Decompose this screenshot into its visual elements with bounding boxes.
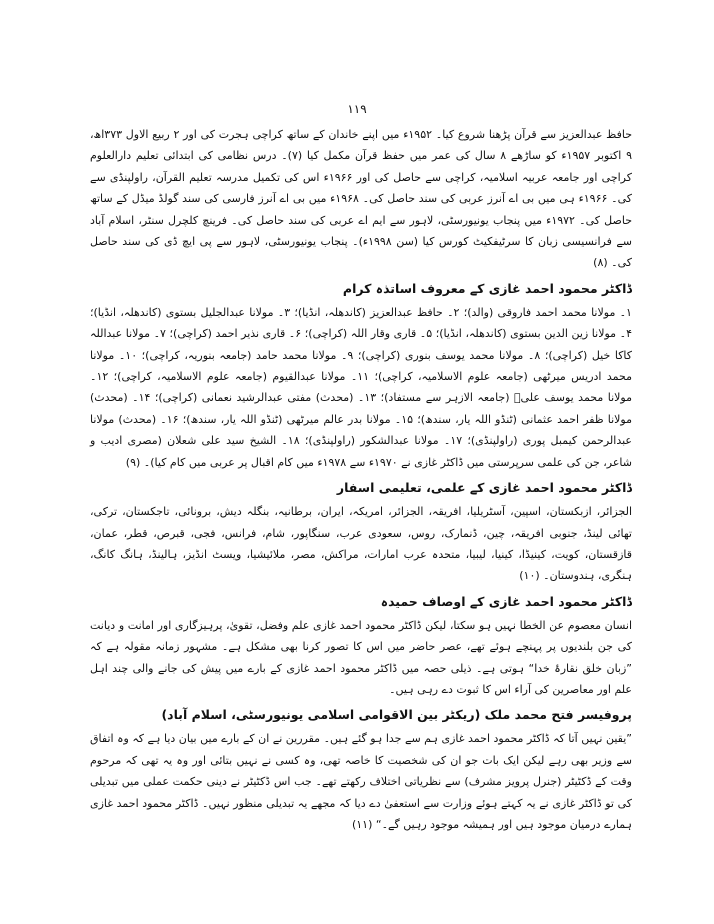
page-content (90, 124, 632, 837)
paragraph-travels-list: الجزائر، ازبکستان، اسپین، آسٹریلیا، افریقہ، الجزائر، امریکہ، ایران، برطانیہ، بنگلہ دیش، برونائی، تاجکستان، ترکی، تھائی لینڈ، جنوبی افریقہ، چین، ڈنمارک، روس، سعودی عرب، سنگاپور، شام، فرانس، فجی، قبرص، قطر، عمان، قازقستان، کویت، کینیڈا، کینیا، لیبیا، متحدہ عرب امارات، مراکش، مصر، ملائیشیا، ویسٹ انڈیز، ہالینڈ، ہانگ کانگ، ہنگری، ہندوستان۔ (۱۰) (90, 505, 632, 583)
heading-virtues: ڈاکٹر محمود احمد غازی کے اوصاف حمیدہ (380, 593, 632, 609)
heading-fateh-muhammad-malik: پروفیسر فتح محمد ملک (ریکٹر بین الاقوامی اسلامی یونیورسٹی، اسلام آباد) (161, 707, 632, 723)
page-number: ۱۱۹ (347, 102, 367, 116)
paragraph-quote: ”یقین نہیں آتا کہ ڈاکٹر محمود احمد غازی ہم سے جدا ہو گئے ہیں۔ مقررین نے ان کے بارے میں بیان دیا ہے کہ وہ اتفاق سے وزیر بھی رہے لیکن ایک بات جو ان کی شخصیت کا خاصہ تھی، وہ کسی نے نہیں بتائی اور وہ یہ تھی کہ مرحوم وقت کے ڈکٹیٹر (جنرل پرویز مشرف) سے نظریاتی اختلاف رکھتے تھے۔ جب اس ڈکٹیٹر نے دینی حکمت عملی میں تبدیلی کی تو ڈاکٹر غازی نے یہ کہتے ہوئے وزارت سے استعفیٰ دے دیا کہ مجھے یہ تبدیلی منظور نہیں۔ ڈاکٹر محمود احمد غازی ہمارے درمیان موجود ہیں اور ہمیشہ موجود رہیں گے۔“ (۱۱) (90, 732, 632, 831)
heading-teachers: ڈاکٹر محمود احمد غازی کے معروف اساتذہ کرام (342, 280, 632, 296)
paragraph-education: حافظ عبدالعزیز سے قرآن پڑھنا شروع کیا۔ ۱۹۵۲ء میں اپنے خاندان کے ساتھ کراچی ہجرت کی اور ۲ ربیع الاول ۳۷۳اھ، ۹ اکتوبر ۱۹۵۷ء کو ساڑھے ۸ سال کی عمر میں حفظ قرآن مکمل کیا (۷)۔ درس نظامی کی ابتدائی تعلیم دارالعلوم کراچی اور جامعہ عربیہ اسلامیہ، کراچی سے حاصل کی اور ۱۹۶۶ء اس کی تکمیل مدرسہ تعلیم القرآن، راولپنڈی سے کی۔ ۱۹۶۶ء ہی میں بی اے آنرز عربی کی سند حاصل کی۔ ۱۹۶۸ء میں بی اے آنرز فارسی کی سند گولڈ میڈل کے ساتھ حاصل کی۔ ۱۹۷۲ء میں پنجاب یونیورسٹی، لاہور سے ایم اے عربی کی سند حاصل کی۔ فرینچ کلچرل سنٹر، اسلام آباد سے فرانسیسی زبان کا سرٹیفکیٹ کورس کیا (سن ۱۹۹۸ء)۔ پنجاب یونیورسٹی، لاہور سے پی ایچ ڈی کی سند حاصل کی۔ (۸) (90, 128, 633, 270)
paragraph-virtues: انسان معصوم عن الخطا نہیں ہو سکتا، لیکن ڈاکٹر محمود احمد غازی علم وفضل، تقویٰ، پرہیزگاری اور امانت و دیانت کی جن بلندیوں پر پہنچے ہوئے تھے، عصر حاضر میں اس کا تصور کرنا بھی مشکل ہے۔ مشہور زمانہ مقولہ ہے کہ ”زبان خلق نقارۂ خدا“ ہوتی ہے۔ ذیلی حصہ میں ڈاکٹر محمود احمد غازی کے بارے میں پیش کی جانے والی چند اہل علم اور معاصرین کی آراء اس کا ثبوت دے رہی ہیں۔ (90, 618, 632, 696)
heading-travels: ڈاکٹر محمود احمد غازی کے علمی، تعلیمی اسفار (336, 480, 632, 496)
paragraph-teachers-list: ۱۔ مولانا محمد احمد فاروقی (والد)؛ ۲۔ حافظ عبدالعزیز (کاندھلہ، انڈیا)؛ ۳۔ مولانا عبدالجلیل بستوی (کاندھلہ، انڈیا)؛ ۴۔ مولانا زین الدین بستوی (کاندھلہ، انڈیا)؛ ۵۔ قاری وقار اللہ (کراچی)؛ ۶۔ قاری نذیر احمد (کراچی)؛ ۷۔ مولانا عبداللہ کاکا خیل (کراچی)؛ ۸۔ مولانا محمد یوسف بنوری (کراچی)؛ ۹۔ مولانا محمد حامد (جامعہ بنوریہ، کراچی)؛ ۱۰۔ مولانا محمد ادریس میرٹھی (جامعہ علوم الاسلامیہ، کراچی)؛ ۱۱۔ مولانا عبدالقیوم (جامعہ علوم الاسلامیہ، کراچی)؛ ۱۲۔ مولانا محمد یوسف علیؒ (جامعہ الازہر سے مستفاد)؛ ۱۳۔ (محدث) مفتی عبدالرشید نعمانی (کراچی)؛ ۱۴۔ (محدث) مولانا ظفر احمد عثمانی (ٹنڈو اللہ یار، سندھ)؛ ۱۵۔ مولانا بدر عالم میرٹھی (ٹنڈو اللہ یار، سندھ)؛ ۱۶۔ (محدث) مولانا عبدالرحمن کیمبل پوری (راولپنڈی)؛ ۱۷۔ مولانا عبدالشکور (راولپنڈی)؛ ۱۸۔ الشیخ سید علی شعلان (مصری ادیب و شاعر، جن کی علمی سرپرستی میں ڈاکٹر غازی نے ۱۹۷۰ء سے ۱۹۷۸ء میں کام اقبال پر عربی میں کام کیا)۔ (۹) (90, 305, 633, 469)
